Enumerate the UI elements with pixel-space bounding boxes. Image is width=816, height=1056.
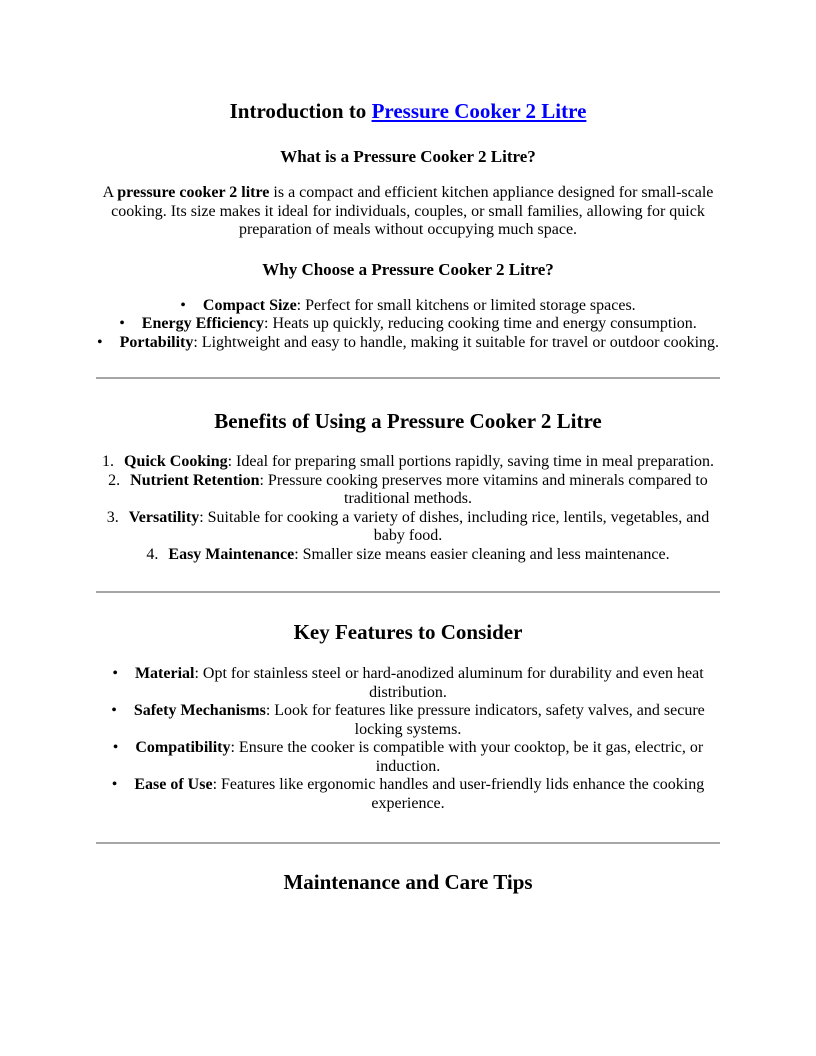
list-item-term: Energy Efficiency: [141, 315, 264, 332]
list-item-term: Easy Maintenance: [168, 545, 295, 563]
bullet-marker: •: [111, 702, 117, 719]
number-marker: 4.: [146, 545, 159, 563]
bullet-marker: •: [119, 315, 125, 332]
list-item: [96, 776, 720, 813]
bullet-marker: •: [96, 333, 103, 351]
list-item-desc: : Perfect for small kitchens or limited storage spaces.: [296, 296, 636, 314]
list-item-desc: : Suitable for cooking a variety of dishes, including rice, lentils, vegetables, and baby food.: [199, 508, 710, 544]
pressure-cooker-link[interactable]: Pressure Cooker 2 Litre: [371, 99, 587, 123]
list-item-term: Compact Size: [202, 296, 297, 314]
intro-bold-term: pressure cooker 2 litre: [117, 184, 270, 201]
page-title: [96, 99, 720, 123]
list-item: [96, 702, 720, 739]
list-item: [96, 546, 720, 565]
intro-lead: A: [102, 184, 118, 201]
key-features-heading: Key Features to Consider: [293, 620, 523, 644]
page-title-prefix: Introduction to: [229, 99, 372, 123]
list-item: [96, 334, 720, 353]
bullet-marker: •: [111, 776, 118, 793]
list-item-desc: : Heats up quickly, reducing cooking time and energy consumption.: [264, 315, 697, 332]
list-item-term: Versatility: [128, 508, 200, 526]
bullet-marker: •: [112, 739, 119, 756]
why-choose-list: [96, 297, 720, 353]
list-item-term: Portability: [119, 333, 194, 351]
list-item: [96, 739, 720, 776]
list-item-term: Safety Mechanisms: [133, 702, 266, 719]
intro-paragraph: [96, 184, 720, 240]
number-marker: 1.: [102, 453, 115, 470]
list-item-term: Material: [134, 665, 195, 682]
list-item-desc: : Lightweight and easy to handle, making it suitable for travel or outdoor cooking.: [193, 333, 720, 351]
list-item-desc: : Ensure the cooker is compatible with your cooktop, be it gas, electric, or induction.: [230, 739, 704, 775]
list-item-desc: : Smaller size means easier cleaning and less maintenance.: [294, 545, 670, 563]
bullet-marker: •: [112, 665, 118, 682]
bullet-marker: •: [180, 296, 186, 314]
horizontal-rule: [96, 842, 720, 844]
number-marker: 2.: [108, 471, 121, 489]
key-features-list: [96, 665, 720, 813]
what-is-heading: What is a Pressure Cooker 2 Litre?: [280, 147, 536, 166]
list-item-desc: : Opt for stainless steel or hard-anodized aluminum for durability and even heat distribution.: [194, 665, 704, 701]
list-item: [96, 453, 720, 472]
benefits-heading: Benefits of Using a Pressure Cooker 2 Litre: [214, 409, 602, 433]
horizontal-rule: [96, 377, 720, 379]
list-item-term: Nutrient Retention: [130, 471, 260, 489]
list-item-desc: : Features like ergonomic handles and user-friendly lids enhance the cooking experience.: [212, 776, 705, 812]
list-item-desc: : Ideal for preparing small portions rapidly, saving time in meal preparation.: [227, 453, 714, 470]
horizontal-rule: [96, 591, 720, 593]
list-item-term: Quick Cooking: [124, 453, 228, 470]
list-item: [96, 472, 720, 509]
list-item-term: Compatibility: [135, 739, 231, 756]
list-item: [96, 665, 720, 702]
list-item: [96, 315, 720, 334]
benefits-list: [96, 453, 720, 564]
list-item-desc: : Pressure cooking preserves more vitamins and minerals compared to traditional methods.: [259, 471, 708, 507]
list-item: [96, 297, 720, 316]
why-choose-heading: Why Choose a Pressure Cooker 2 Litre?: [262, 259, 554, 279]
list-item: [96, 509, 720, 546]
maintenance-heading: Maintenance and Care Tips: [283, 870, 533, 894]
list-item-desc: : Look for features like pressure indicators, safety valves, and secure locking systems.: [265, 702, 705, 738]
intro-rest: is a compact and efficient kitchen appliance designed for small-scale cooking. Its size makes it ideal for individuals, couples, or small families, allowing for quick preparation of meals without occupying much space.: [111, 184, 714, 238]
list-item-term: Ease of Use: [134, 776, 213, 793]
number-marker: 3.: [106, 508, 119, 526]
